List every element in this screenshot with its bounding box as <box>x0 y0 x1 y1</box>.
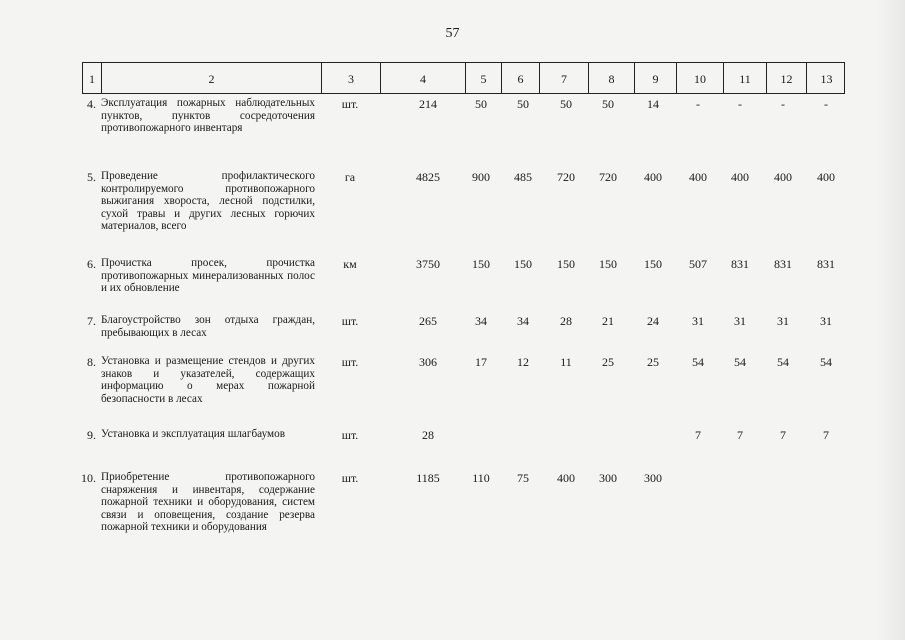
row-unit: шт. <box>341 471 359 485</box>
row-unit: шт. <box>341 355 359 369</box>
value-col-5: 17 <box>475 355 487 369</box>
header-cell-7: 7 <box>539 63 588 93</box>
header-cell-10: 10 <box>676 63 723 93</box>
value-col-9: 24 <box>647 314 659 328</box>
value-col-8: 300 <box>599 471 617 485</box>
row-description: Эксплуатация пожарных наблюдательных пунктов, пунктов сосредоточения противопожарного инвентаря <box>101 97 315 135</box>
row-description: Установка и размещение стендов и других знаков и указателей, содержащих информацию о мерах пожарной безопасности в лесах <box>101 355 315 405</box>
scan-edge-shadow <box>877 0 905 640</box>
header-cell-13: 13 <box>806 63 846 93</box>
value-col-8: 50 <box>602 97 614 111</box>
value-col-5: 50 <box>475 97 487 111</box>
value-col-8: 21 <box>602 314 614 328</box>
header-cell-4: 4 <box>380 63 465 93</box>
value-col-9: 300 <box>644 471 662 485</box>
row-unit: шт. <box>341 97 359 111</box>
value-col-6: 12 <box>517 355 529 369</box>
header-cell-3: 3 <box>321 63 380 93</box>
value-col-12: 831 <box>774 257 792 271</box>
row-unit: км <box>343 257 357 271</box>
row-number: 6. <box>87 257 96 271</box>
value-col-10: 7 <box>695 428 701 442</box>
value-col-4: 265 <box>419 314 437 328</box>
row-number: 8. <box>87 355 96 369</box>
value-col-11: 831 <box>731 257 749 271</box>
value-col-7: 11 <box>560 355 572 369</box>
row-unit: шт. <box>341 428 359 442</box>
value-col-11: - <box>738 97 742 111</box>
value-col-13: 400 <box>817 170 835 184</box>
row-description: Проведение профилактического контролируемого противопожарного выжигания хвороста, лесной подстилки, сухой травы и других лесных горючих материалов, всего <box>101 170 315 233</box>
header-cell-1: 1 <box>89 72 95 86</box>
value-col-10: 507 <box>689 257 707 271</box>
table-header-row <box>82 62 845 94</box>
row-description: Благоустройство зон отдыха граждан, пребывающих в лесах <box>101 314 315 339</box>
value-col-6: 50 <box>517 97 529 111</box>
value-col-4: 306 <box>419 355 437 369</box>
value-col-7: 400 <box>557 471 575 485</box>
value-col-10: 54 <box>692 355 704 369</box>
value-col-13: - <box>824 97 828 111</box>
value-col-13: 31 <box>820 314 832 328</box>
value-col-7: 50 <box>560 97 572 111</box>
value-col-11: 54 <box>734 355 746 369</box>
value-col-12: 7 <box>780 428 786 442</box>
value-col-4: 4825 <box>416 170 440 184</box>
value-col-13: 54 <box>820 355 832 369</box>
value-col-4: 214 <box>419 97 437 111</box>
value-col-12: 31 <box>777 314 789 328</box>
value-col-13: 831 <box>817 257 835 271</box>
value-col-10: - <box>696 97 700 111</box>
value-col-10: 31 <box>692 314 704 328</box>
value-col-6: 34 <box>517 314 529 328</box>
row-description: Установка и эксплуатация шлагбаумов <box>101 428 285 440</box>
value-col-12: 54 <box>777 355 789 369</box>
value-col-8: 720 <box>599 170 617 184</box>
value-col-7: 150 <box>557 257 575 271</box>
value-col-11: 400 <box>731 170 749 184</box>
row-number: 7. <box>87 314 96 328</box>
value-col-12: 400 <box>774 170 792 184</box>
value-col-7: 720 <box>557 170 575 184</box>
value-col-5: 110 <box>472 471 490 485</box>
row-number: 4. <box>87 97 96 111</box>
value-col-6: 485 <box>514 170 532 184</box>
value-col-5: 34 <box>475 314 487 328</box>
page-number: 57 <box>445 26 460 41</box>
value-col-8: 25 <box>602 355 614 369</box>
value-col-11: 7 <box>737 428 743 442</box>
row-number: 10. <box>81 471 96 485</box>
row-number: 9. <box>87 428 96 442</box>
value-col-6: 150 <box>514 257 532 271</box>
header-cell-8: 8 <box>588 63 634 93</box>
value-col-11: 31 <box>734 314 746 328</box>
header-cell-6: 6 <box>501 63 539 93</box>
value-col-4: 28 <box>422 428 434 442</box>
value-col-9: 400 <box>644 170 662 184</box>
header-cell-2: 2 <box>101 63 321 93</box>
value-col-10: 400 <box>689 170 707 184</box>
value-col-6: 75 <box>517 471 529 485</box>
value-col-9: 150 <box>644 257 662 271</box>
value-col-12: - <box>781 97 785 111</box>
header-cell-11: 11 <box>723 63 766 93</box>
value-col-8: 150 <box>599 257 617 271</box>
value-col-7: 28 <box>560 314 572 328</box>
row-number: 5. <box>87 170 96 184</box>
value-col-5: 150 <box>472 257 490 271</box>
value-col-9: 25 <box>647 355 659 369</box>
value-col-9: 14 <box>647 97 659 111</box>
value-col-4: 1185 <box>416 471 440 485</box>
value-col-4: 3750 <box>416 257 440 271</box>
row-description: Прочистка просек, прочистка противопожарных минерализованных полос и их обновление <box>101 257 315 295</box>
row-unit: шт. <box>341 314 359 328</box>
header-cell-12: 12 <box>766 63 806 93</box>
value-col-5: 900 <box>472 170 490 184</box>
row-description: Приобретение противопожарного снаряжения и инвентаря, содержание пожарной техники и оборудования, систем связи и оповещения, создание резерва пожарной техники и оборудования <box>101 471 315 534</box>
header-cell-9: 9 <box>634 63 676 93</box>
row-unit: га <box>344 170 356 184</box>
header-cell-5: 5 <box>465 63 501 93</box>
value-col-13: 7 <box>823 428 829 442</box>
